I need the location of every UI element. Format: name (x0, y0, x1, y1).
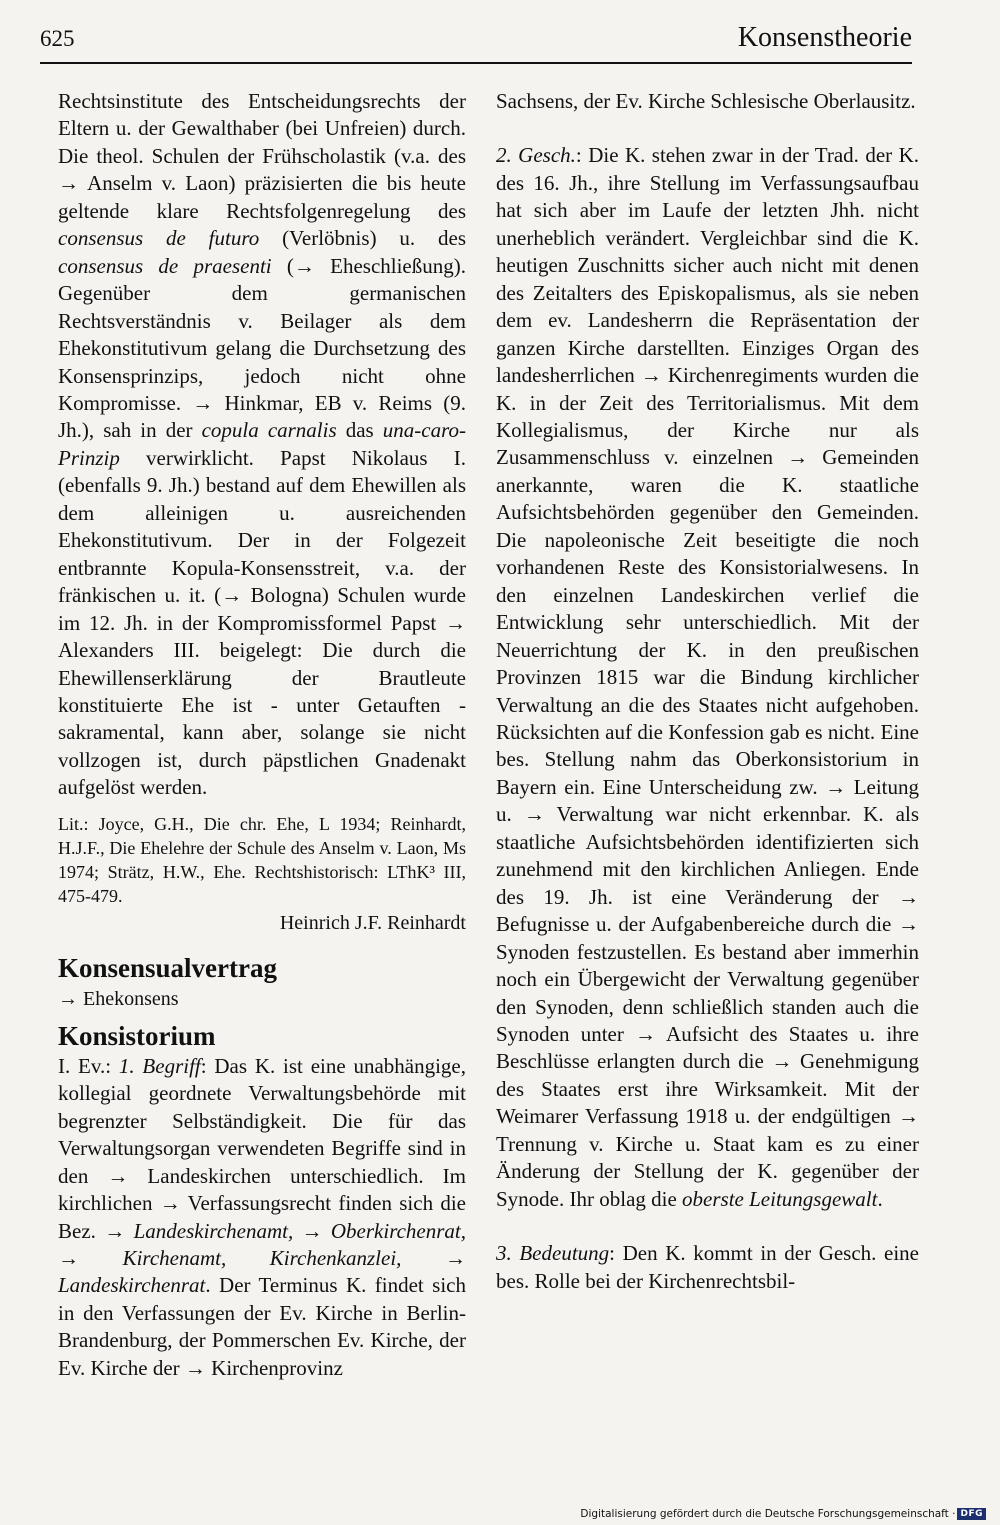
paragraph (58, 88, 466, 802)
italic-run: 2. Gesch. (496, 143, 576, 168)
running-title: Konsenstheorie (737, 22, 912, 53)
text-run: verwirklicht. Papst Nikolaus I. (ebenfalls 9. Jh.) bestand auf dem Ehewillen als dem alleinigen u. ausreichenden Ehekonstitutivum. Der in der Folgezeit entbrannte Kopula-Konsensstreit, v.a. der fränkischen u. it. (→ Bologna) Schulen wurde im 12. Jh. in der Kompromissformel Papst → Alexanders III. beigelegt: Die durch die Ehewillenserklärung der Brautleute konstituierte Ehe ist - unter Getauften - sakramental, kann aber, solange sie nicht vollzogen ist, durch päpstlichen Gnadenakt aufgelöst werden. (58, 445, 466, 800)
italic-run: consensus de praesenti (58, 253, 272, 278)
italic-run: oberste Leitungsgewalt (682, 1186, 878, 1211)
literature-references: Lit.: Joyce, G.H., Die chr. Ehe, L 1934; Reinhardt, H.J.F., Die Ehelehre der Schule des Anselm v. Laon, Ms 1974; Strätz, H.W., Ehe. Rechtshistorisch: LThK³ III, 475-479. (58, 813, 466, 906)
dfg-logo: DFG (957, 1508, 986, 1520)
italic-run: 3. Bedeutung (496, 1241, 610, 1266)
paragraph (58, 1053, 466, 1382)
paragraph (496, 1240, 919, 1295)
author-signature: Heinrich J.F. Reinhardt (279, 911, 466, 934)
entry-heading: Konsistorium (58, 1020, 216, 1051)
italic-run: Landeskirchenamt, → Oberkirchenrat, → Kirchenamt, Kirchenkanzlei, → Landeskirchenrat (58, 1218, 466, 1298)
entry-heading: Konsensualvertrag (58, 952, 277, 983)
page-number: 625 (40, 26, 75, 51)
italic-run: una-caro-Prinzip (58, 418, 466, 470)
right-column (496, 88, 919, 1295)
digitization-footer (580, 1508, 986, 1520)
italic-run: consensus de futuro (58, 226, 260, 251)
page-header (40, 18, 912, 64)
paragraph-gap (496, 1213, 919, 1240)
paragraph (496, 142, 919, 1213)
text-run: : Die K. stehen zwar in der Trad. der K. des 16. Jh., ihre Stellung im Verfassungsaufbau hat sich aber im Laufe der letzten Jhh. nicht unerheblich verändert. Vergleichbar sind die K. heutigen Zuschnitts sicher auch nicht mit denen des Zeitalters des Episkopalismus, als sie neben dem ev. Landesherrn die Repräsentation der ganzen Kirche darstellten. Einziges Organ des landesherrlichen → Kirchenregiments wurden die K. in der Zeit des Territorialismus. Mit dem Kollegialismus, der Kirche nur als Zusammenschluss v. einzelnen → Gemeinden anerkannte, waren die K. staatliche Aufsichtsbehörden gegenüber den Gemeinden. Die napoleonische Zeit beseitigte die noch vorhandenen Reste des Konsistorialwesens. In den einzelnen Landeskirchen verlief die Entwicklung sehr unterschiedlich. Mit der Neuerrichtung der K. in den preußischen Provinzen 1815 war die Bindung kirchlicher Verwaltung an die des Staates nicht aufgehoben. Rücksichten auf die Konfession gab es nicht. Eine bes. Stellung nahm das Oberkonsistorium in Bayern ein. Eine Unterscheidung zw. → Leitung u. → Verwaltung war nicht erkennbar. K. als staatliche Aufsichtsbehörden identifizierten sich zunehmend mit den kirchlichen Anliegen. Ende des 19. Jh. ist eine Veränderung der → Befugnisse u. der Aufgabenbereiche durch die → Synoden festzustellen. Es bestand aber immerhin noch ein Übergewicht der Verwaltung gegenüber den Synoden, denn schließlich standen auch die Synoden unter → Aufsicht des Staates u. ihre Beschlüsse erlangten durch die → Genehmigung des Staates erst ihre Wirksamkeit. Mit der Weimarer Verfassung 1918 u. der endgültigen → Trennung v. Kirche u. Staat kam es zu einer Änderung der Stellung der K. gegenüber der Synode. Ihr oblag die (496, 143, 920, 1211)
paragraph-gap (496, 115, 919, 142)
text-run: . (877, 1186, 883, 1211)
left-column (58, 88, 466, 1382)
text-run: I. Ev.: (58, 1053, 119, 1078)
footer-text: Digitalisierung gefördert durch die Deutsche Forschungsgemeinschaft · (580, 1508, 956, 1520)
text-run: . Der Terminus K. findet sich in den Verfassungen der Ev. Kirche in Berlin-Brandenburg, der Pommerschen Ev. Kirche, der Ev. Kirche der → Kirchenprovinz (58, 1273, 466, 1380)
text-run: Sachsens, der Ev. Kirche Schlesische Oberlausitz. (496, 89, 916, 113)
italic-run: 1. Begriff (118, 1053, 201, 1078)
italic-run: copula carnalis (201, 418, 337, 443)
text-run: : Den K. kommt in der Gesch. eine bes. Rolle bei der Kirchenrechtsbil- (496, 1241, 920, 1293)
cross-reference: → Ehekonsens (58, 987, 179, 1010)
text-run: (Verlöbnis) u. des (259, 226, 466, 251)
paragraph (496, 88, 919, 115)
text-run: : Das K. ist eine unabhängige, kollegial geordnete Verwaltungsbehörde mit begrenzter Selbständigkeit. Die für das Verwaltungsorgan verwendeten Begriffe sind in den → Landeskirchen unterschiedlich. Im kirchlichen → Verfassungsrecht finden sich die Bez. → (58, 1053, 467, 1243)
text-run: das (336, 418, 383, 443)
text-run: (→ Eheschließung). Gegenüber dem germanischen Rechtsverständnis v. Beilager als dem Ehekonstitutivum gelang die Durchsetzung des Konsensprinzips, jedoch nicht ohne Kompromisse. → Hinkmar, EB v. Reims (9. Jh.), sah in der (58, 253, 467, 443)
text-run: Rechtsinstitute des Entscheidungsrechts der Eltern u. der Gewalthaber (bei Unfreien) durch. Die theol. Schulen der Frühscholastik (v.a. des → Anselm v. Laon) präzisierten die bis heute geltende klare Rechtsfolgenregelung des (58, 89, 466, 223)
